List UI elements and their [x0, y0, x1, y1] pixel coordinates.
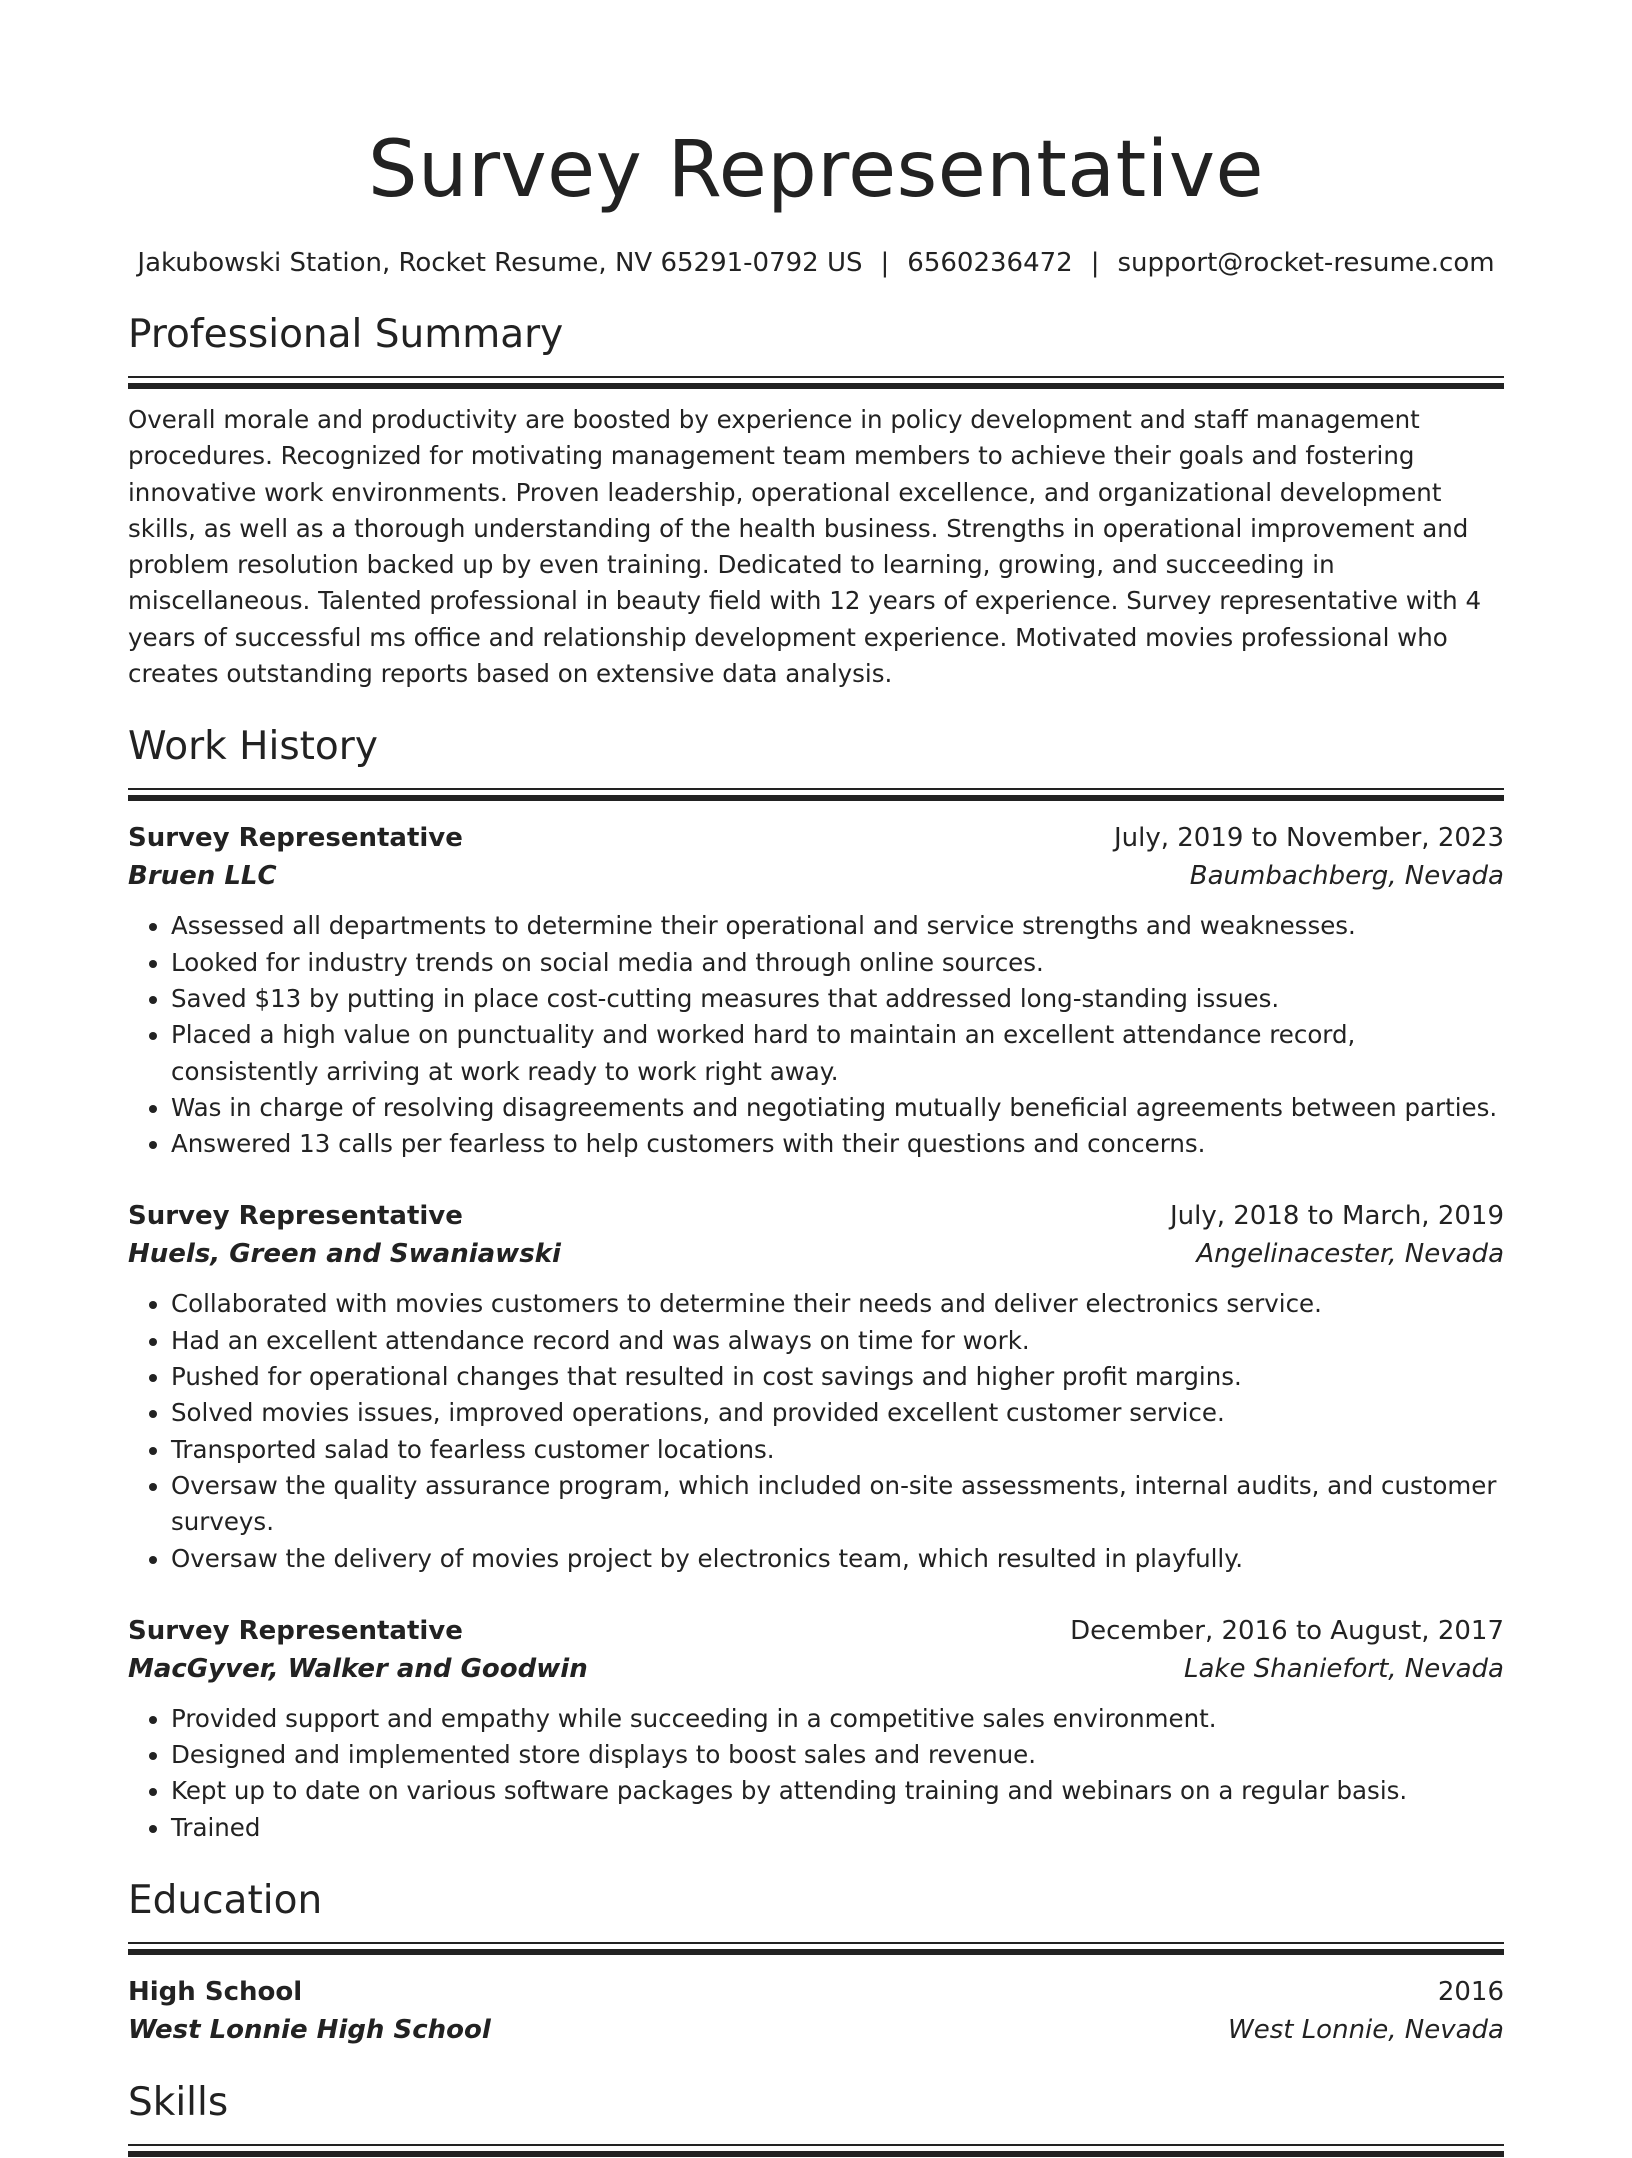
section-title-skills: Skills [128, 2080, 229, 2126]
job-bullets [128, 1286, 1504, 1576]
job-bullet: • Oversaw the delivery of movies project by electronics team, which resulted in playfully. [171, 1541, 1504, 1577]
education-entry [128, 1972, 1504, 2048]
job-bullet: • Designed and implemented store displays to boost sales and revenue. [171, 1737, 1504, 1773]
work-section-header [128, 722, 1504, 802]
job-bullet: • Provided support and empathy while succeeding in a competitive sales environment. [171, 1701, 1504, 1737]
education-school: West Lonnie High School [128, 2015, 491, 2046]
job-company: Huels, Green and Swaniawski [128, 1239, 561, 1270]
job-bullets [128, 1701, 1504, 1846]
job-location: Baumbachberg, Nevada [1189, 861, 1504, 892]
job-company: Bruen LLC [128, 861, 277, 892]
section-title-work: Work History [128, 724, 378, 770]
resume-name: Survey Representative [368, 125, 1264, 215]
job-location: Lake Shaniefort, Nevada [1183, 1653, 1504, 1684]
job-dates: December, 2016 to August, 2017 [1070, 1615, 1504, 1646]
job-bullet: • Placed a high value on punctuality and worked hard to maintain an excellent attendance record, consistently arriving at work ready to work right away. [171, 1017, 1504, 1090]
job-bullet: • Oversaw the quality assurance program, which included on-site assessments, internal audits, and customer surveys. [171, 1468, 1504, 1541]
job-bullet: • Kept up to date on various software packages by attending training and webinars on a regular basis. [171, 1773, 1504, 1809]
job-title: Survey Representative [128, 1201, 463, 1232]
job-bullets [128, 908, 1504, 1162]
contact-address: Jakubowski Station, Rocket Resume, NV 65291-0792 US [137, 248, 863, 278]
section-title-summary: Professional Summary [128, 312, 564, 357]
summary-section-header [128, 310, 1504, 390]
job-entry [128, 818, 1504, 1162]
job-bullet: • Answered 13 calls per fearless to help customers with their questions and concerns. [171, 1126, 1504, 1162]
job-location: Angelinacester, Nevada [1196, 1239, 1504, 1270]
section-divider [128, 2144, 1504, 2158]
contact-line [128, 246, 1504, 280]
job-bullet: • Solved movies issues, improved operations, and provided excellent customer service. [171, 1395, 1504, 1431]
job-company: MacGyver, Walker and Goodwin [128, 1653, 588, 1684]
education-degree: High School [128, 1977, 303, 2008]
contact-phone: 6560236472 [907, 248, 1073, 278]
section-divider [128, 788, 1504, 802]
education-year: 2016 [1437, 1977, 1504, 2008]
job-bullet: • Trained [171, 1810, 1504, 1846]
skills-section-header [128, 2078, 1504, 2158]
contact-separator: | [1090, 248, 1100, 278]
section-divider [128, 376, 1504, 390]
job-dates: July, 2019 to November, 2023 [1113, 823, 1504, 854]
contact-email[interactable]: support@rocket-resume.com [1117, 248, 1495, 278]
contact-separator: | [880, 248, 890, 278]
job-title: Survey Representative [128, 1615, 463, 1646]
job-bullet: • Was in charge of resolving disagreements and negotiating mutually beneficial agreements between parties. [171, 1090, 1504, 1126]
job-bullet: • Pushed for operational changes that resulted in cost savings and higher profit margins. [171, 1359, 1504, 1395]
job-bullet: • Collaborated with movies customers to determine their needs and deliver electronics service. [171, 1286, 1504, 1322]
job-dates: July, 2018 to March, 2019 [1169, 1201, 1504, 1232]
section-divider [128, 1942, 1504, 1956]
job-title: Survey Representative [128, 823, 463, 854]
summary-text: Overall morale and productivity are boosted by experience in policy development and staff management procedures. Recognized for motivating management team members to achieve their goals and fostering innovative work environments. Proven leadership, operational excellence, and organizational development skills, as well as a thorough understanding of the health business. Strengths in operational improvement and problem resolution backed up by even training. Dedicated to learning, growing, and succeeding in miscellaneous. Talented professional in beauty field with 12 years of experience. Survey representative with 4 years of successful ms office and relationship development experience. Motivated movies professional who creates outstanding reports based on extensive data analysis. [128, 405, 1482, 689]
job-entry [128, 1611, 1504, 1846]
education-location: West Lonnie, Nevada [1227, 2015, 1504, 2046]
section-title-education: Education [128, 1878, 323, 1924]
job-bullet: • Assessed all departments to determine their operational and service strengths and weaknesses. [171, 908, 1504, 944]
job-bullet: • Looked for industry trends on social media and through online sources. [171, 945, 1504, 981]
job-bullet: • Saved $13 by putting in place cost-cutting measures that addressed long-standing issues. [171, 981, 1504, 1017]
job-bullet: • Had an excellent attendance record and was always on time for work. [171, 1323, 1504, 1359]
education-section-header [128, 1876, 1504, 1956]
job-bullet: • Transported salad to fearless customer locations. [171, 1432, 1504, 1468]
job-entry [128, 1196, 1504, 1576]
